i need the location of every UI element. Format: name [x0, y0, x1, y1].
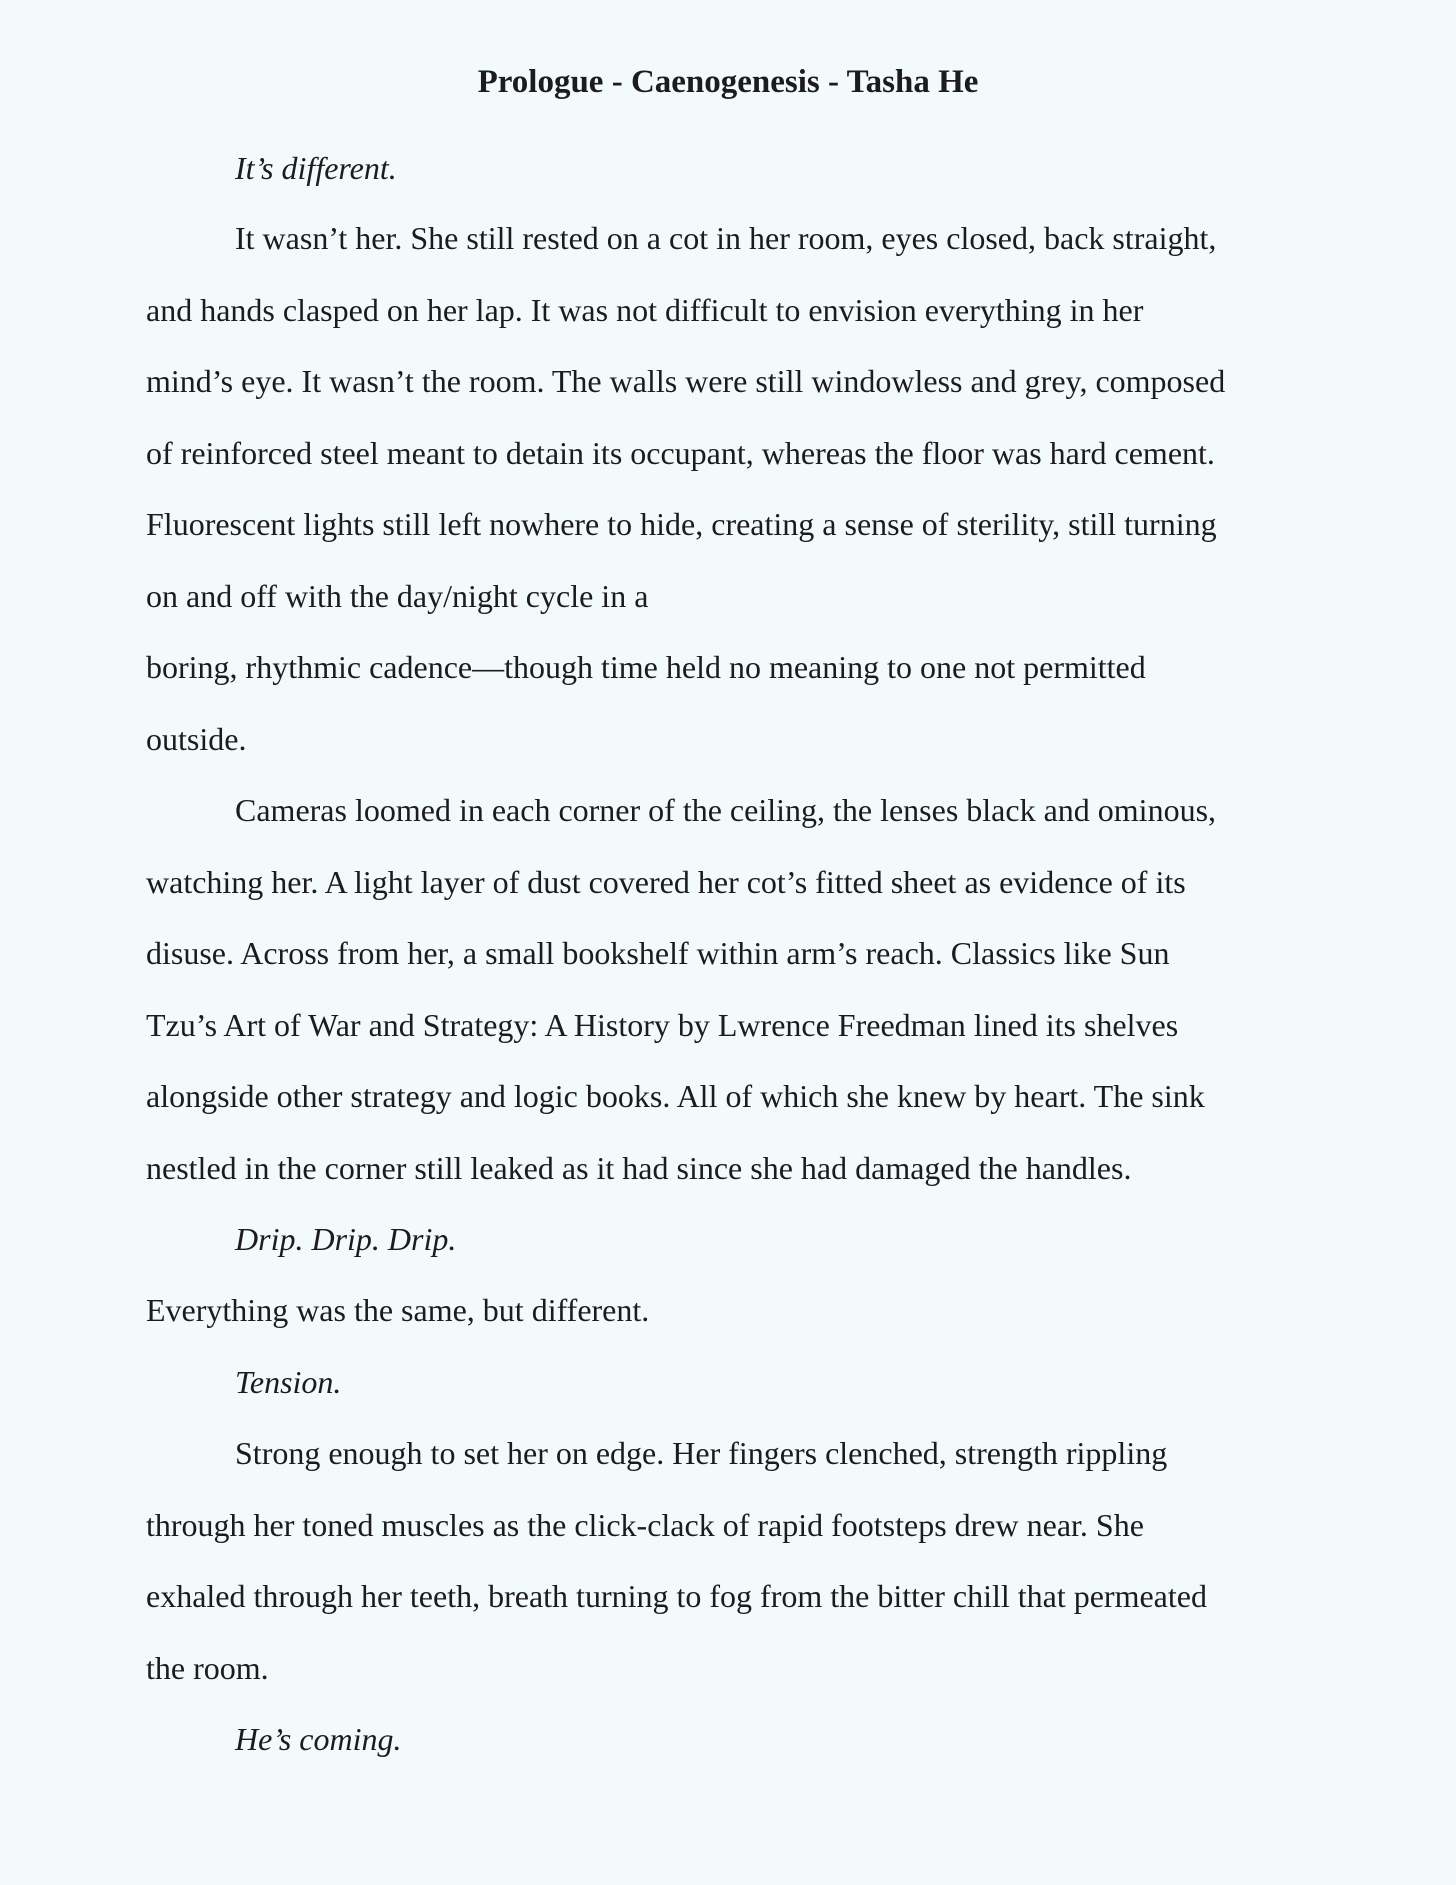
- paragraph-line: Cameras loomed in each corner of the ceiling, the lenses black and ominous,: [235, 792, 1217, 828]
- paragraph-line: mind’s eye. It wasn’t the room. The walls were still windowless and grey, composed: [146, 363, 1226, 399]
- paragraph-line: It wasn’t her. She still rested on a cot in her room, eyes closed, back straight,: [235, 220, 1217, 256]
- paragraph-line: outside.: [146, 721, 247, 757]
- italic-thought: Drip. Drip. Drip.: [235, 1221, 457, 1257]
- paragraph-line: Tzu’s Art of War and Strategy: A History by Lwrence Freedman lined its shelves: [146, 1007, 1179, 1043]
- paragraph-line: Fluorescent lights still left nowhere to hide, creating a sense of sterility, still turning: [146, 506, 1217, 542]
- paragraph-line: and hands clasped on her lap. It was not difficult to envision everything in her: [146, 292, 1144, 328]
- paragraph-line: on and off with the day/night cycle in a: [146, 578, 649, 614]
- paragraph-line: alongside other strategy and logic books. All of which she knew by heart. The sink: [146, 1078, 1205, 1114]
- paragraph-line: watching her. A light layer of dust covered her cot’s fitted sheet as evidence of its: [146, 864, 1186, 900]
- paragraph-line: nestled in the corner still leaked as it had since she had damaged the handles.: [146, 1150, 1132, 1186]
- paragraph-line: through her toned muscles as the click-clack of rapid footsteps drew near. She: [146, 1507, 1144, 1543]
- italic-thought: He’s coming.: [235, 1721, 402, 1757]
- paragraph-line: boring, rhythmic cadence—though time held no meaning to one not permitted: [146, 649, 1146, 685]
- italic-thought: It’s different.: [235, 150, 397, 186]
- paragraph-line: the room.: [146, 1650, 269, 1686]
- italic-thought: Tension.: [235, 1364, 342, 1400]
- page-title: Prologue - Caenogenesis - Tasha He: [477, 64, 979, 100]
- paragraph-line: Everything was the same, but different.: [146, 1292, 650, 1328]
- paragraph-line: disuse. Across from her, a small bookshelf within arm’s reach. Classics like Sun: [146, 935, 1170, 971]
- paragraph-line: of reinforced steel meant to detain its occupant, whereas the floor was hard cement.: [146, 435, 1215, 471]
- paragraph-line: exhaled through her teeth, breath turning to fog from the bitter chill that permeated: [146, 1578, 1207, 1614]
- paragraph-line: Strong enough to set her on edge. Her fingers clenched, strength rippling: [235, 1435, 1168, 1471]
